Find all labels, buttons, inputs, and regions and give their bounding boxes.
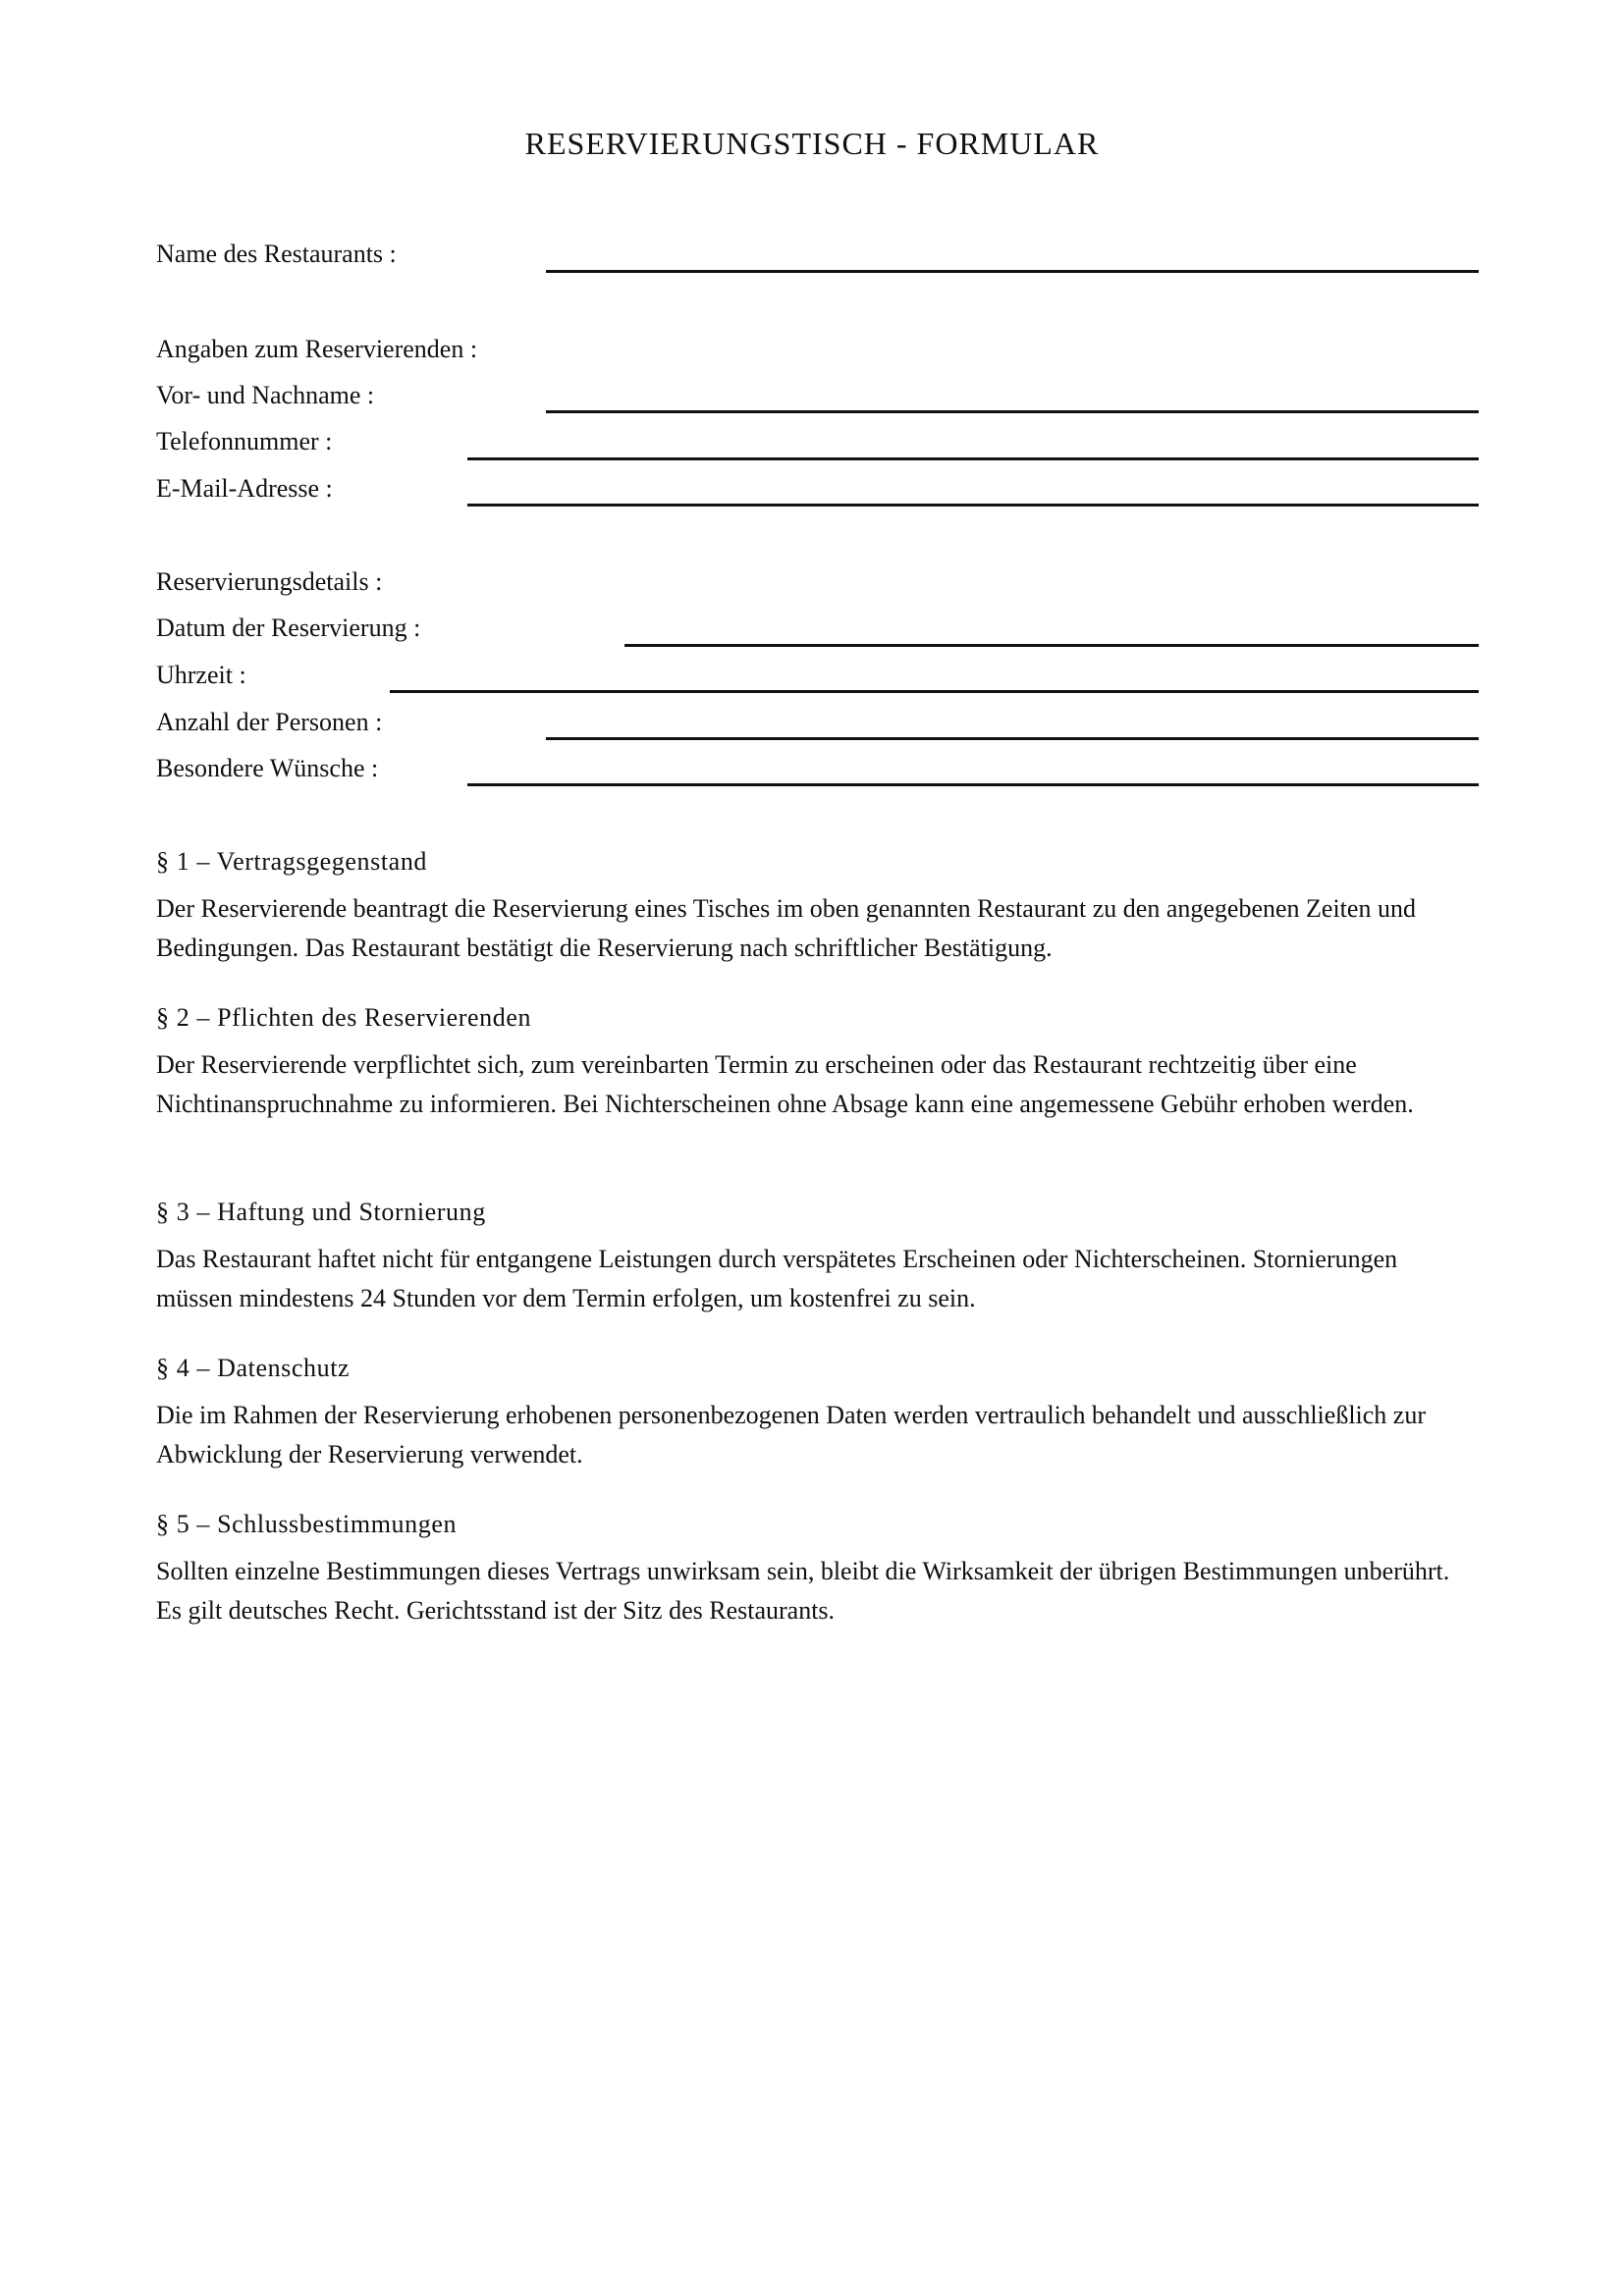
section-heading: § 5 – Schlussbestimmungen: [156, 1510, 458, 1538]
section-text: Die im Rahmen der Reservierung erhobenen personenbezogenen Daten werden vertraulich behandelt und ausschließlich zur Abwicklung der Reservierung verwendet.: [156, 1401, 1427, 1468]
restaurant-name-label: Name des Restaurants :: [156, 240, 397, 268]
section-heading: § 1 – Vertragsgegenstand: [156, 847, 428, 876]
wishes-field[interactable]: [467, 783, 1479, 786]
section-text: Das Restaurant haftet nicht für entgangene Leistungen durch verspätetes Erscheinen oder Nichterscheinen. Stornierungen müssen mindestens 24 Stunden vor dem Termin erfolgen, um kostenfrei zu sein.: [156, 1245, 1398, 1312]
person-details-heading: Angaben zum Reservierenden :: [156, 335, 478, 363]
page-title: RESERVIERUNGSTISCH - FORMULAR: [524, 126, 1100, 161]
full-name-field[interactable]: [546, 410, 1479, 413]
guests-label: Anzahl der Personen :: [156, 708, 383, 736]
wishes-label: Besondere Wünsche :: [156, 754, 379, 782]
section-heading: § 3 – Haftung und Stornierung: [156, 1198, 486, 1226]
email-label: E-Mail-Adresse :: [156, 474, 333, 503]
reservation-details-heading: Reservierungsdetails :: [156, 567, 383, 596]
full-name-label: Vor- und Nachname :: [156, 381, 375, 409]
section-heading: § 4 – Datenschutz: [156, 1354, 351, 1382]
phone-field[interactable]: [467, 457, 1479, 460]
section-heading: § 2 – Pflichten des Reservierenden: [156, 1003, 532, 1032]
section-text: Der Reservierende verpflichtet sich, zum vereinbarten Termin zu erscheinen oder das Restaurant rechtzeitig über eine Nichtinanspruchnahme zu informieren. Bei Nichterscheinen ohne Absage kann eine angemessene Gebühr erhoben werden.: [156, 1050, 1414, 1118]
guests-field[interactable]: [546, 737, 1479, 740]
date-field[interactable]: [624, 644, 1479, 647]
email-field[interactable]: [467, 504, 1479, 507]
section-text: Sollten einzelne Bestimmungen dieses Vertrags unwirksam sein, bleibt die Wirksamkeit der übrigen Bestimmungen unberührt. Es gilt deutsches Recht. Gerichtsstand ist der Sitz des Restaurants.: [156, 1557, 1450, 1625]
time-field[interactable]: [390, 690, 1479, 693]
date-label: Datum der Reservierung :: [156, 614, 421, 642]
phone-label: Telefonnummer :: [156, 427, 333, 455]
section-text: Der Reservierende beantragt die Reservierung eines Tisches im oben genannten Restaurant zu den angegebenen Zeiten und Bedingungen. Das Restaurant bestätigt die Reservierung nach schriftlicher Bestätigung.: [156, 894, 1416, 962]
restaurant-name-field[interactable]: [546, 270, 1479, 273]
time-label: Uhrzeit :: [156, 661, 246, 689]
